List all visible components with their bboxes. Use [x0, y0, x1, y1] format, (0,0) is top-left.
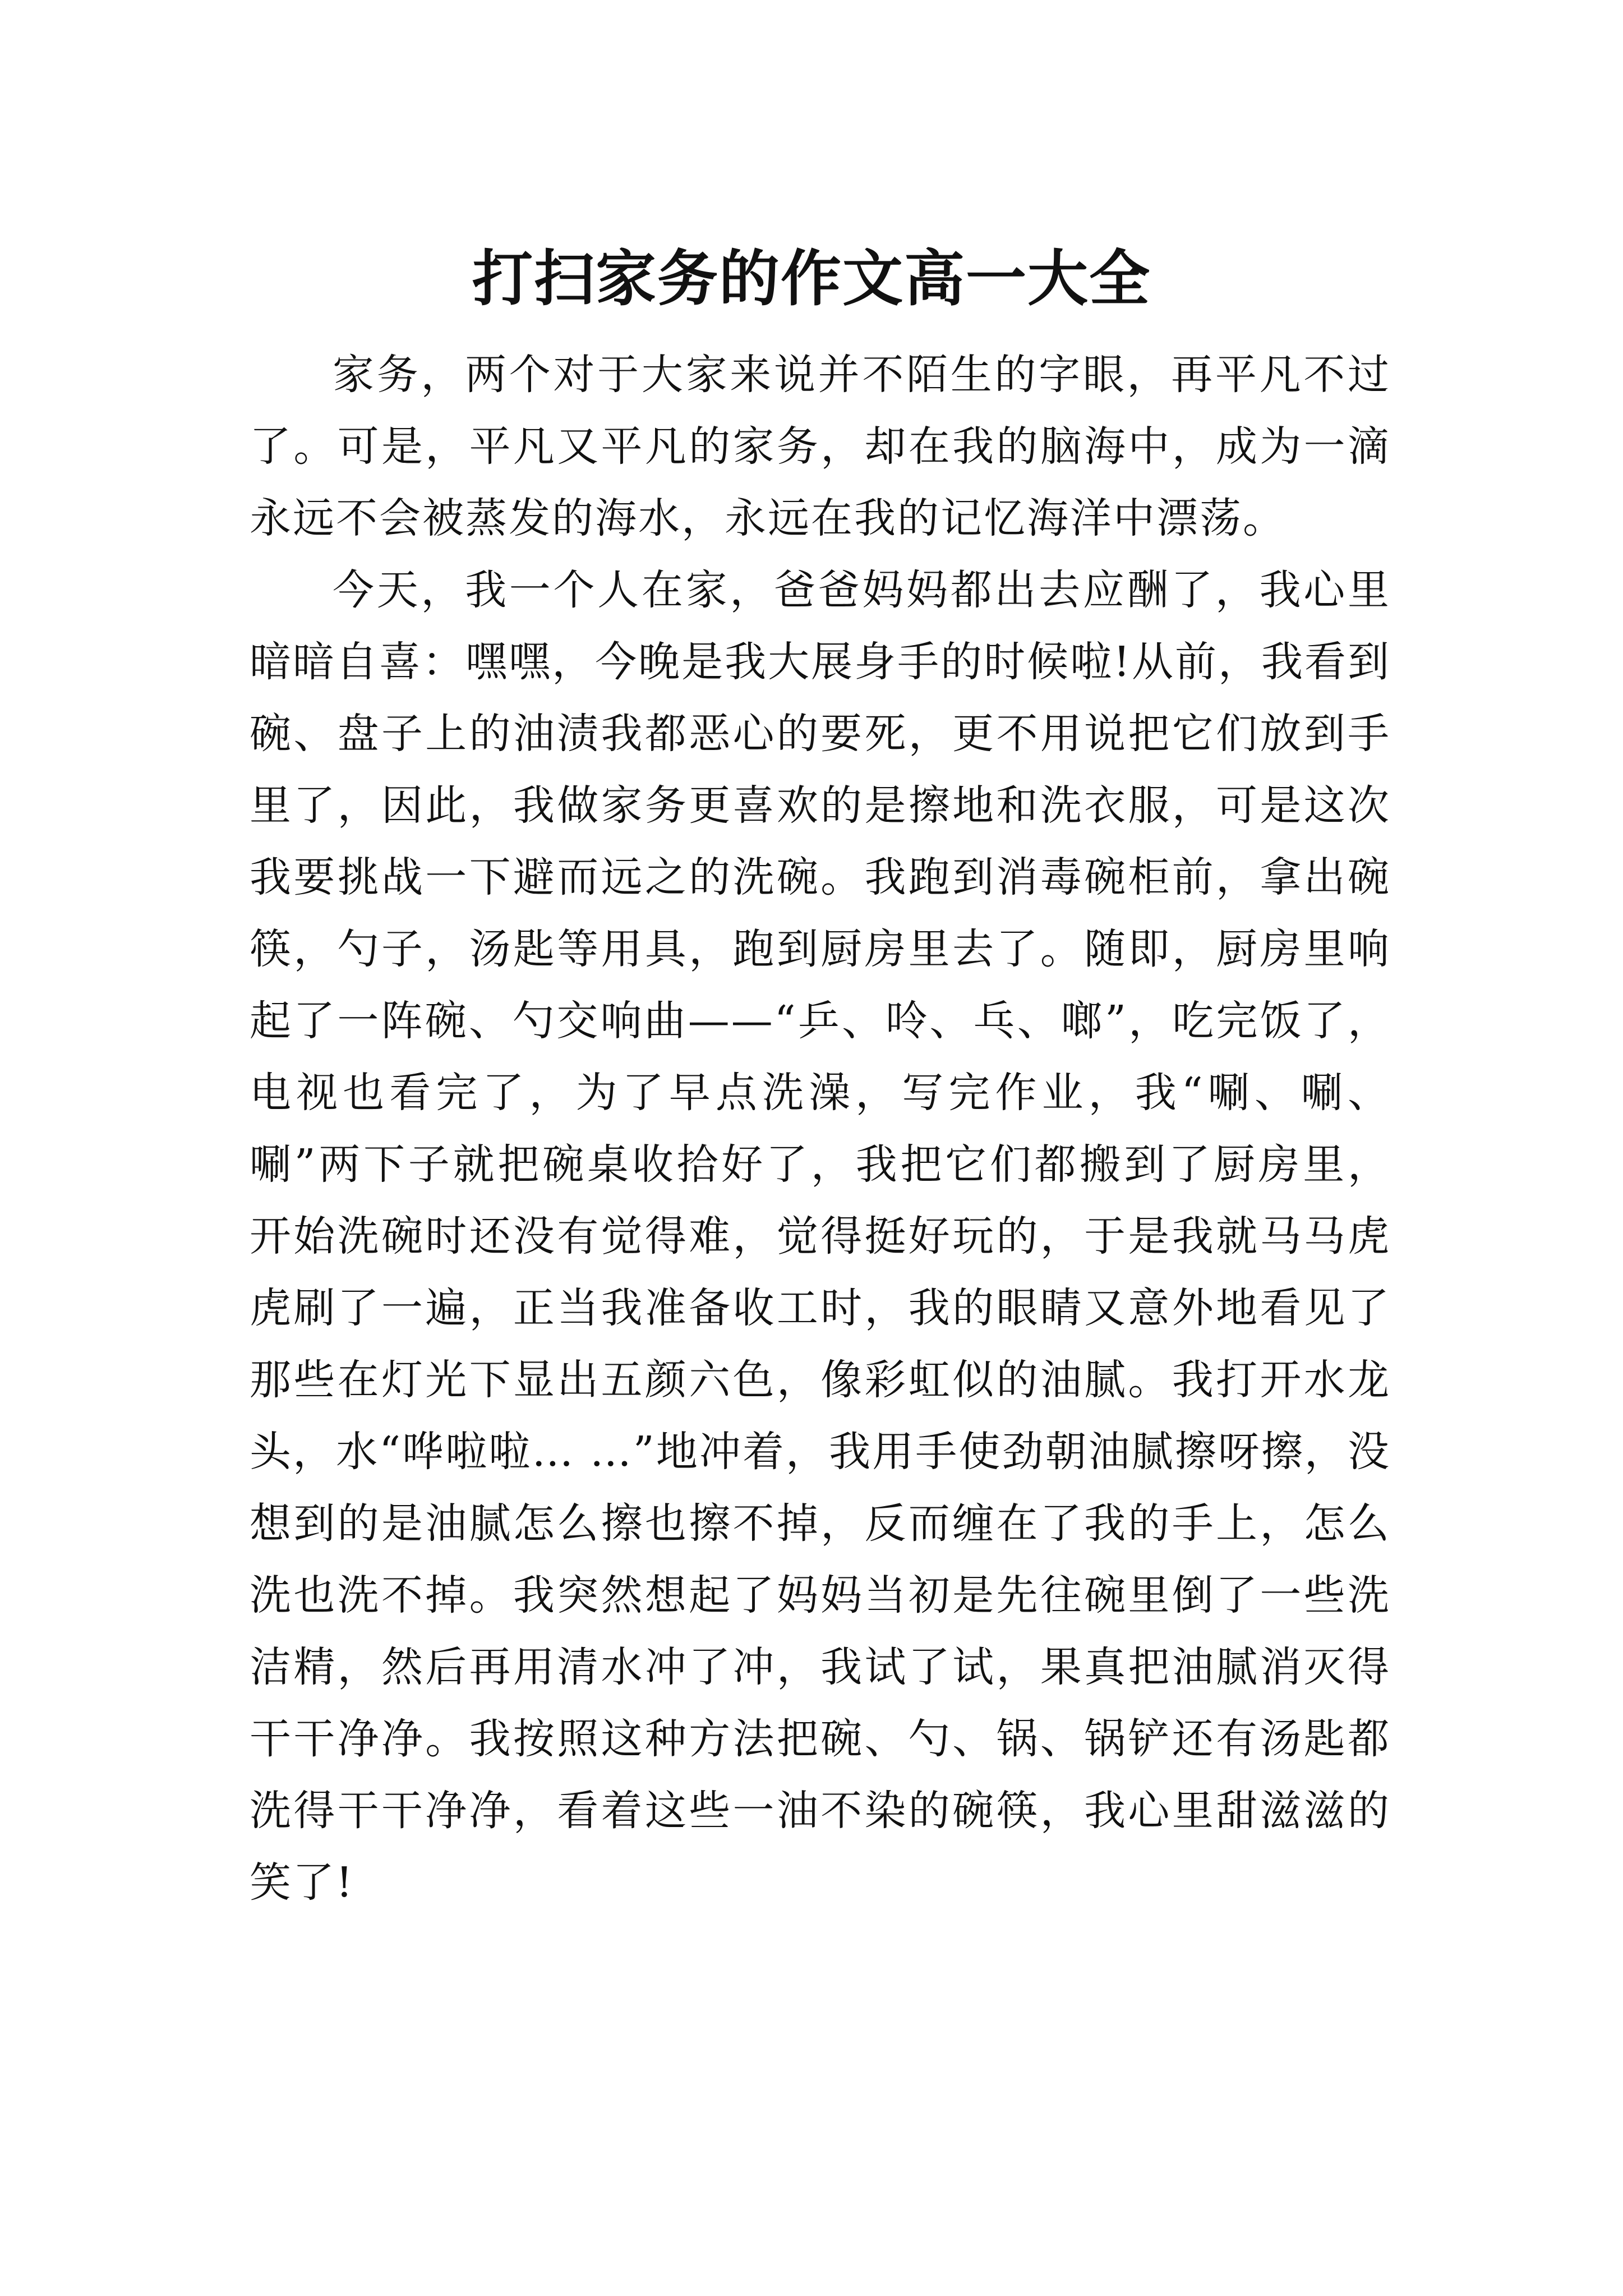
document-title: 打扫家务的作文高一大全 [472, 243, 1151, 315]
document-body [250, 339, 1391, 1918]
paragraph-2: 今天，我一个人在家，爸爸妈妈都出去应酬了，我心里暗暗自喜：嘿嘿，今晚是我大展身手的时候啦!从前，我看到碗、盘子上的油渍我都恶心的要死，更不用说把它们放到手里了，因此，我做家务更喜欢的是擦地和洗衣服，可是这次我要挑战一下避而远之的洗碗。我跑到消毒碗柜前，拿出碗筷，勺子，汤匙等用具，跑到厨房里去了。随即，厨房里响起了一阵碗、勺交响曲——“乒、呤、乓、啷”，吃完饭了，电视也看完了，为了早点洗澡，写完作业，我“唰、唰、唰”两下子就把碗桌收拾好了，我把它们都搬到了厨房里，开始洗碗时还没有觉得难，觉得挺好玩的，于是我就马马虎虎刷了一遍，正当我准备收工时，我的眼睛又意外地看见了那些在灯光下显出五颜六色，像彩虹似的油腻。我打开水龙头，水“哗啦啦… …”地冲着，我用手使劲朝油腻擦呀擦，没想到的是油腻怎么擦也擦不掉，反而缠在了我的手上，怎么洗也洗不掉。我突然想起了妈妈当初是先往碗里倒了一些洗洁精，然后再用清水冲了冲，我试了试，果真把油腻消灭得干干净净。我按照这种方法把碗、勺、锅、锅铲还有汤匙都洗得干干净净，看着这些一油不染的碗筷，我心里甜滋滋的笑了! [250, 566, 1391, 1907]
paragraph-1: 家务，两个对于大家来说并不陌生的字眼，再平凡不过了。可是，平凡又平凡的家务，却在我的脑海中，成为一滴永远不会被蒸发的海水，永远在我的记忆海洋中漂荡。 [250, 351, 1391, 542]
